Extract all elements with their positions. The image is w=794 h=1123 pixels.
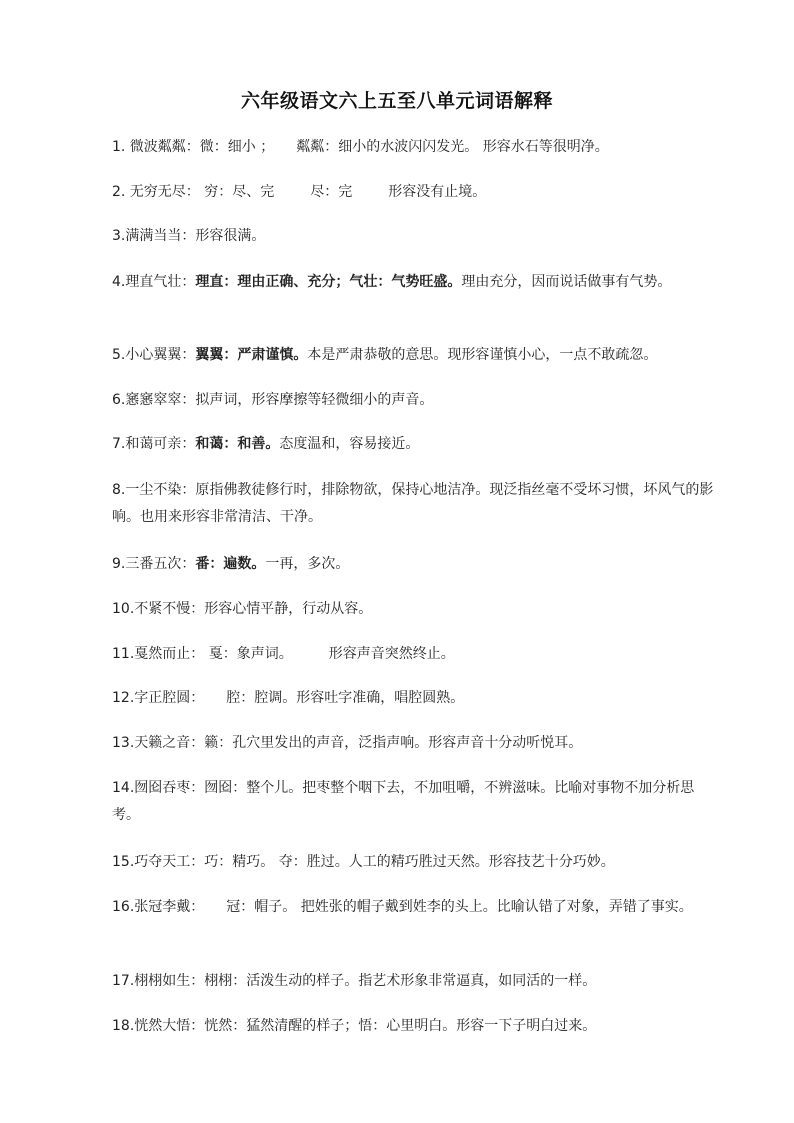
entry-text: 一再，多次。 [265,556,350,572]
entry-text: 腔：腔调。形容吐字准确，唱腔圆熟。 [226,690,465,706]
entry-16 [112,894,722,921]
entry-text: 13.天籁之音：籁：孔穴里发出的声音，泛指声响。形容声音十分动听悦耳。 [112,735,583,751]
entry-text: 17.栩栩如生：栩栩：活泼生动的样子。指艺术形象非常逼真，如同活的一样。 [112,973,597,989]
entry-text: 理由充分，因而说话做事有气势。 [461,274,672,290]
entry-4 [112,269,722,296]
entry-bold-text: 翼翼：严肃谨慎。 [195,347,308,363]
entry-bold-text: 番：遍数。 [195,556,266,572]
entry-bold-text: 和蔼：和善。 [195,436,280,452]
entry-bold-text: 理直：理由正确、充分；气壮：气势旺盛。 [195,274,462,290]
entry-17 [112,968,722,995]
entry-13 [112,730,722,757]
entry-10 [112,596,722,623]
entry-text: 冠：帽子。 把姓张的帽子戴到姓李的头上。比喻认错了对象，弄错了事实。 [226,899,693,915]
entry-9 [112,551,722,578]
entry-text: 12.字正腔圆： [112,690,205,706]
entry-text: 6.窸窸窣窣：拟声词，形容摩擦等轻微细小的声音。 [112,392,434,408]
entry-5 [112,342,722,369]
entry-text: 11.戛然而止： 戛：象声词。 [112,646,293,662]
entry-text: 5.小心翼翼： [112,347,196,363]
entry-text: 18.恍然大悟：恍然：猛然清醒的样子；悟：心里明白。形容一下子明白过来。 [112,1018,597,1034]
entry-3 [112,223,722,250]
entry-14 [112,775,722,829]
entry-15 [112,849,722,876]
entry-text: 态度温和，容易接近。 [279,436,420,452]
entry-text: 3.满满当当：形容很满。 [112,228,266,244]
entry-text: 15.巧夺天工：巧：精巧。 夺：胜过。人工的精巧胜过天然。形容技艺十分巧妙。 [112,854,615,870]
entry-text: 14.囫囵吞枣：囫囵：整个儿。把枣整个咽下去，不加咀嚼，不辨滋味。比喻对事物不加分析思考。 [112,780,695,823]
entry-text: 4.理直气壮： [112,274,196,290]
entry-text: 形容声音突然终止。 [328,646,455,662]
entry-2 [112,179,722,206]
entry-6 [112,387,722,414]
entry-text: 8.一尘不染：原指佛教徒修行时，排除物欲，保持心地洁净。现泛指丝毫不受坏习惯，坏风气的影响。也用来形容非常清洁、干净。 [112,482,714,525]
entry-text: 9.三番五次： [112,556,196,572]
entry-text: 10.不紧不慢：形容心情平静，行动从容。 [112,601,373,617]
entry-1 [112,134,722,161]
entry-7 [112,431,722,458]
entry-text: 16.张冠李戴： [112,899,205,915]
entry-text: 7.和蔼可亲： [112,436,196,452]
entry-8 [112,477,722,531]
entry-text: 形容没有止境。 [388,184,487,200]
entry-text: 1. 微波粼粼：微：细小 ； [112,139,275,155]
entry-text: 本是严肃恭敬的意思。现形容谨慎小心，一点不敢疏忽。 [307,347,658,363]
entry-text: 尽：完 [310,184,353,200]
entry-text: 粼粼：细小的水波闪闪发光。 形容水石等很明净。 [296,139,609,155]
entry-text: 2. 无穷无尽： 穷：尽、完 [112,184,275,200]
entry-11 [112,641,722,668]
page-title: 六年级语文六上五至八单元词语解释 [240,90,553,112]
entry-18 [112,1013,722,1040]
entry-12 [112,685,722,712]
